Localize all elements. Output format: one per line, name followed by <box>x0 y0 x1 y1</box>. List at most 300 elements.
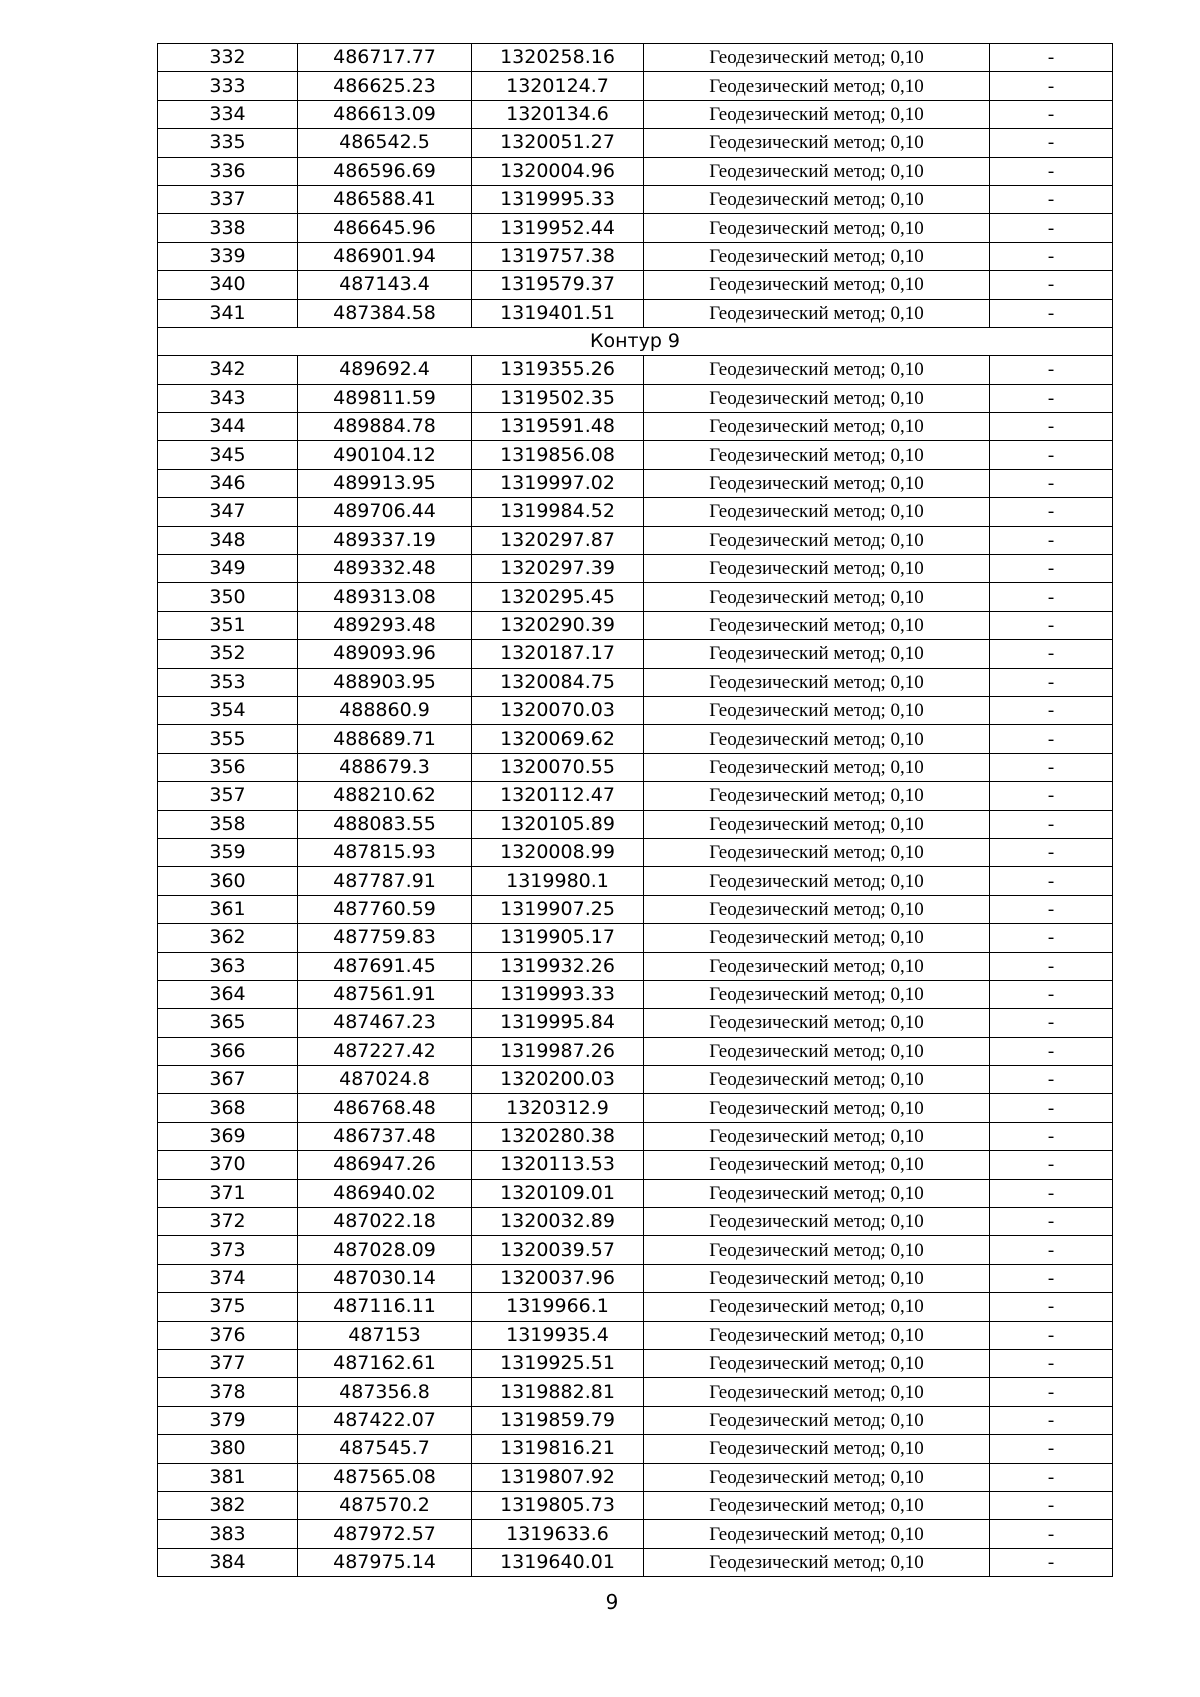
method-cell: Геодезический метод; 0,10 <box>644 668 990 696</box>
table-row <box>158 356 1113 384</box>
y-coordinate-cell: 1319807.92 <box>472 1463 644 1491</box>
point-number-cell: 351 <box>158 611 298 639</box>
y-coordinate-cell: 1319984.52 <box>472 498 644 526</box>
method-cell: Геодезический метод; 0,10 <box>644 838 990 866</box>
table-row <box>158 185 1113 213</box>
note-cell: - <box>990 441 1113 469</box>
method-cell: Геодезический метод; 0,10 <box>644 1236 990 1264</box>
point-number-cell: 355 <box>158 725 298 753</box>
point-number-cell: 335 <box>158 129 298 157</box>
table-row <box>158 1066 1113 1094</box>
point-number-cell: 359 <box>158 838 298 866</box>
x-coordinate-cell: 489332.48 <box>298 555 472 583</box>
method-cell: Геодезический метод; 0,10 <box>644 810 990 838</box>
table-row <box>158 668 1113 696</box>
method-cell: Геодезический метод; 0,10 <box>644 214 990 242</box>
x-coordinate-cell: 487759.83 <box>298 924 472 952</box>
table-row <box>158 583 1113 611</box>
method-cell: Геодезический метод; 0,10 <box>644 299 990 327</box>
method-cell: Геодезический метод; 0,10 <box>644 640 990 668</box>
note-cell: - <box>990 1435 1113 1463</box>
point-number-cell: 347 <box>158 498 298 526</box>
method-cell: Геодезический метод; 0,10 <box>644 413 990 441</box>
note-cell: - <box>990 753 1113 781</box>
y-coordinate-cell: 1319882.81 <box>472 1378 644 1406</box>
x-coordinate-cell: 486947.26 <box>298 1151 472 1179</box>
method-cell: Геодезический метод; 0,10 <box>644 526 990 554</box>
point-number-cell: 376 <box>158 1321 298 1349</box>
table-row <box>158 384 1113 412</box>
x-coordinate-cell: 487691.45 <box>298 952 472 980</box>
y-coordinate-cell: 1320037.96 <box>472 1264 644 1292</box>
table-row <box>158 413 1113 441</box>
point-number-cell: 332 <box>158 44 298 72</box>
note-cell: - <box>990 469 1113 497</box>
y-coordinate-cell: 1320297.39 <box>472 555 644 583</box>
y-coordinate-cell: 1320069.62 <box>472 725 644 753</box>
table-row <box>158 157 1113 185</box>
note-cell: - <box>990 1406 1113 1434</box>
table-row <box>158 1264 1113 1292</box>
note-cell: - <box>990 1037 1113 1065</box>
note-cell: - <box>990 1208 1113 1236</box>
y-coordinate-cell: 1320051.27 <box>472 129 644 157</box>
x-coordinate-cell: 487972.57 <box>298 1520 472 1548</box>
table-row <box>158 44 1113 72</box>
point-number-cell: 361 <box>158 895 298 923</box>
table-row <box>158 924 1113 952</box>
y-coordinate-cell: 1320280.38 <box>472 1122 644 1150</box>
point-number-cell: 350 <box>158 583 298 611</box>
point-number-cell: 383 <box>158 1520 298 1548</box>
y-coordinate-cell: 1320258.16 <box>472 44 644 72</box>
table-row <box>158 214 1113 242</box>
point-number-cell: 373 <box>158 1236 298 1264</box>
point-number-cell: 369 <box>158 1122 298 1150</box>
point-number-cell: 367 <box>158 1066 298 1094</box>
method-cell: Геодезический метод; 0,10 <box>644 242 990 270</box>
point-number-cell: 337 <box>158 185 298 213</box>
method-cell: Геодезический метод; 0,10 <box>644 469 990 497</box>
x-coordinate-cell: 487384.58 <box>298 299 472 327</box>
y-coordinate-cell: 1319859.79 <box>472 1406 644 1434</box>
table-row <box>158 1321 1113 1349</box>
method-cell: Геодезический метод; 0,10 <box>644 157 990 185</box>
y-coordinate-cell: 1320070.03 <box>472 696 644 724</box>
y-coordinate-cell: 1319355.26 <box>472 356 644 384</box>
table-row <box>158 1378 1113 1406</box>
note-cell: - <box>990 271 1113 299</box>
table-row <box>158 129 1113 157</box>
y-coordinate-cell: 1319987.26 <box>472 1037 644 1065</box>
x-coordinate-cell: 489884.78 <box>298 413 472 441</box>
y-coordinate-cell: 1319640.01 <box>472 1548 644 1576</box>
note-cell: - <box>990 44 1113 72</box>
x-coordinate-cell: 489692.4 <box>298 356 472 384</box>
table-row <box>158 782 1113 810</box>
note-cell: - <box>990 242 1113 270</box>
y-coordinate-cell: 1319633.6 <box>472 1520 644 1548</box>
note-cell: - <box>990 526 1113 554</box>
point-number-cell: 374 <box>158 1264 298 1292</box>
point-number-cell: 348 <box>158 526 298 554</box>
y-coordinate-cell: 1320295.45 <box>472 583 644 611</box>
table-row <box>158 895 1113 923</box>
method-cell: Геодезический метод; 0,10 <box>644 1208 990 1236</box>
x-coordinate-cell: 487760.59 <box>298 895 472 923</box>
y-coordinate-cell: 1319401.51 <box>472 299 644 327</box>
note-cell: - <box>990 185 1113 213</box>
point-number-cell: 343 <box>158 384 298 412</box>
x-coordinate-cell: 486940.02 <box>298 1179 472 1207</box>
note-cell: - <box>990 668 1113 696</box>
point-number-cell: 353 <box>158 668 298 696</box>
table-row <box>158 640 1113 668</box>
note-cell: - <box>990 1491 1113 1519</box>
note-cell: - <box>990 129 1113 157</box>
y-coordinate-cell: 1320004.96 <box>472 157 644 185</box>
point-number-cell: 342 <box>158 356 298 384</box>
x-coordinate-cell: 489093.96 <box>298 640 472 668</box>
x-coordinate-cell: 489293.48 <box>298 611 472 639</box>
method-cell: Геодезический метод; 0,10 <box>644 1179 990 1207</box>
y-coordinate-cell: 1320070.55 <box>472 753 644 781</box>
x-coordinate-cell: 487975.14 <box>298 1548 472 1576</box>
table-row <box>158 696 1113 724</box>
note-cell: - <box>990 696 1113 724</box>
method-cell: Геодезический метод; 0,10 <box>644 696 990 724</box>
note-cell: - <box>990 1293 1113 1321</box>
y-coordinate-cell: 1319856.08 <box>472 441 644 469</box>
y-coordinate-cell: 1320124.7 <box>472 72 644 100</box>
coordinates-table-body <box>158 44 1113 1577</box>
point-number-cell: 349 <box>158 555 298 583</box>
y-coordinate-cell: 1319980.1 <box>472 867 644 895</box>
method-cell: Геодезический метод; 0,10 <box>644 356 990 384</box>
point-number-cell: 352 <box>158 640 298 668</box>
method-cell: Геодезический метод; 0,10 <box>644 1378 990 1406</box>
note-cell: - <box>990 555 1113 583</box>
x-coordinate-cell: 487022.18 <box>298 1208 472 1236</box>
method-cell: Геодезический метод; 0,10 <box>644 583 990 611</box>
method-cell: Геодезический метод; 0,10 <box>644 1349 990 1377</box>
method-cell: Геодезический метод; 0,10 <box>644 1264 990 1292</box>
method-cell: Геодезический метод; 0,10 <box>644 498 990 526</box>
x-coordinate-cell: 490104.12 <box>298 441 472 469</box>
point-number-cell: 368 <box>158 1094 298 1122</box>
table-row <box>158 753 1113 781</box>
method-cell: Геодезический метод; 0,10 <box>644 555 990 583</box>
table-row <box>158 1179 1113 1207</box>
y-coordinate-cell: 1320039.57 <box>472 1236 644 1264</box>
page-number: 9 <box>605 1590 619 1614</box>
note-cell: - <box>990 1179 1113 1207</box>
note-cell: - <box>990 157 1113 185</box>
note-cell: - <box>990 1094 1113 1122</box>
x-coordinate-cell: 488083.55 <box>298 810 472 838</box>
note-cell: - <box>990 640 1113 668</box>
y-coordinate-cell: 1320105.89 <box>472 810 644 838</box>
y-coordinate-cell: 1319805.73 <box>472 1491 644 1519</box>
method-cell: Геодезический метод; 0,10 <box>644 1491 990 1519</box>
point-number-cell: 345 <box>158 441 298 469</box>
y-coordinate-cell: 1319816.21 <box>472 1435 644 1463</box>
method-cell: Геодезический метод; 0,10 <box>644 185 990 213</box>
note-cell: - <box>990 413 1113 441</box>
x-coordinate-cell: 489313.08 <box>298 583 472 611</box>
table-row <box>158 1122 1113 1150</box>
x-coordinate-cell: 487570.2 <box>298 1491 472 1519</box>
point-number-cell: 354 <box>158 696 298 724</box>
y-coordinate-cell: 1319995.33 <box>472 185 644 213</box>
note-cell: - <box>990 1236 1113 1264</box>
note-cell: - <box>990 611 1113 639</box>
point-number-cell: 344 <box>158 413 298 441</box>
note-cell: - <box>990 952 1113 980</box>
x-coordinate-cell: 487227.42 <box>298 1037 472 1065</box>
note-cell: - <box>990 583 1113 611</box>
point-number-cell: 341 <box>158 299 298 327</box>
table-row <box>158 441 1113 469</box>
x-coordinate-cell: 488903.95 <box>298 668 472 696</box>
x-coordinate-cell: 487162.61 <box>298 1349 472 1377</box>
note-cell: - <box>990 1321 1113 1349</box>
table-row <box>158 1406 1113 1434</box>
point-number-cell: 364 <box>158 980 298 1008</box>
table-row <box>158 1208 1113 1236</box>
method-cell: Геодезический метод; 0,10 <box>644 1406 990 1434</box>
method-cell: Геодезический метод; 0,10 <box>644 129 990 157</box>
method-cell: Геодезический метод; 0,10 <box>644 1520 990 1548</box>
method-cell: Геодезический метод; 0,10 <box>644 1463 990 1491</box>
note-cell: - <box>990 980 1113 1008</box>
x-coordinate-cell: 486613.09 <box>298 100 472 128</box>
note-cell: - <box>990 1463 1113 1491</box>
table-row <box>158 838 1113 866</box>
table-row <box>158 1009 1113 1037</box>
note-cell: - <box>990 924 1113 952</box>
x-coordinate-cell: 487545.7 <box>298 1435 472 1463</box>
note-cell: - <box>990 100 1113 128</box>
table-row <box>158 1293 1113 1321</box>
table-row <box>158 72 1113 100</box>
table-row <box>158 867 1113 895</box>
method-cell: Геодезический метод; 0,10 <box>644 1066 990 1094</box>
method-cell: Геодезический метод; 0,10 <box>644 725 990 753</box>
point-number-cell: 381 <box>158 1463 298 1491</box>
method-cell: Геодезический метод; 0,10 <box>644 271 990 299</box>
point-number-cell: 336 <box>158 157 298 185</box>
x-coordinate-cell: 487422.07 <box>298 1406 472 1434</box>
x-coordinate-cell: 487024.8 <box>298 1066 472 1094</box>
x-coordinate-cell: 486768.48 <box>298 1094 472 1122</box>
method-cell: Геодезический метод; 0,10 <box>644 1122 990 1150</box>
y-coordinate-cell: 1320032.89 <box>472 1208 644 1236</box>
method-cell: Геодезический метод; 0,10 <box>644 924 990 952</box>
note-cell: - <box>990 1151 1113 1179</box>
point-number-cell: 340 <box>158 271 298 299</box>
y-coordinate-cell: 1319966.1 <box>472 1293 644 1321</box>
note-cell: - <box>990 867 1113 895</box>
x-coordinate-cell: 489337.19 <box>298 526 472 554</box>
point-number-cell: 334 <box>158 100 298 128</box>
y-coordinate-cell: 1320200.03 <box>472 1066 644 1094</box>
contour-header-row <box>158 327 1113 355</box>
y-coordinate-cell: 1319757.38 <box>472 242 644 270</box>
method-cell: Геодезический метод; 0,10 <box>644 1321 990 1349</box>
x-coordinate-cell: 486901.94 <box>298 242 472 270</box>
table-row <box>158 1491 1113 1519</box>
method-cell: Геодезический метод; 0,10 <box>644 1094 990 1122</box>
y-coordinate-cell: 1320112.47 <box>472 782 644 810</box>
x-coordinate-cell: 488689.71 <box>298 725 472 753</box>
x-coordinate-cell: 487815.93 <box>298 838 472 866</box>
point-number-cell: 371 <box>158 1179 298 1207</box>
note-cell: - <box>990 810 1113 838</box>
table-row <box>158 1435 1113 1463</box>
point-number-cell: 346 <box>158 469 298 497</box>
method-cell: Геодезический метод; 0,10 <box>644 611 990 639</box>
point-number-cell: 362 <box>158 924 298 952</box>
x-coordinate-cell: 486645.96 <box>298 214 472 242</box>
method-cell: Геодезический метод; 0,10 <box>644 952 990 980</box>
method-cell: Геодезический метод; 0,10 <box>644 895 990 923</box>
method-cell: Геодезический метод; 0,10 <box>644 384 990 412</box>
table-row <box>158 100 1113 128</box>
x-coordinate-cell: 489811.59 <box>298 384 472 412</box>
y-coordinate-cell: 1320134.6 <box>472 100 644 128</box>
note-cell: - <box>990 356 1113 384</box>
note-cell: - <box>990 782 1113 810</box>
x-coordinate-cell: 488210.62 <box>298 782 472 810</box>
note-cell: - <box>990 1066 1113 1094</box>
note-cell: - <box>990 299 1113 327</box>
method-cell: Геодезический метод; 0,10 <box>644 1009 990 1037</box>
table-row <box>158 1151 1113 1179</box>
note-cell: - <box>990 498 1113 526</box>
method-cell: Геодезический метод; 0,10 <box>644 441 990 469</box>
table-row <box>158 299 1113 327</box>
point-number-cell: 356 <box>158 753 298 781</box>
table-row <box>158 526 1113 554</box>
method-cell: Геодезический метод; 0,10 <box>644 72 990 100</box>
method-cell: Геодезический метод; 0,10 <box>644 753 990 781</box>
point-number-cell: 339 <box>158 242 298 270</box>
x-coordinate-cell: 486596.69 <box>298 157 472 185</box>
y-coordinate-cell: 1320113.53 <box>472 1151 644 1179</box>
x-coordinate-cell: 486717.77 <box>298 44 472 72</box>
x-coordinate-cell: 489913.95 <box>298 469 472 497</box>
note-cell: - <box>990 1520 1113 1548</box>
table-row <box>158 1236 1113 1264</box>
y-coordinate-cell: 1319907.25 <box>472 895 644 923</box>
y-coordinate-cell: 1319502.35 <box>472 384 644 412</box>
y-coordinate-cell: 1319925.51 <box>472 1349 644 1377</box>
note-cell: - <box>990 1264 1113 1292</box>
note-cell: - <box>990 1378 1113 1406</box>
point-number-cell: 338 <box>158 214 298 242</box>
table-row <box>158 271 1113 299</box>
y-coordinate-cell: 1319995.84 <box>472 1009 644 1037</box>
x-coordinate-cell: 486542.5 <box>298 129 472 157</box>
table-row <box>158 952 1113 980</box>
note-cell: - <box>990 1349 1113 1377</box>
contour-label: Контур 9 <box>158 327 1113 355</box>
table-row <box>158 1520 1113 1548</box>
note-cell: - <box>990 384 1113 412</box>
y-coordinate-cell: 1320290.39 <box>472 611 644 639</box>
table-row <box>158 1094 1113 1122</box>
table-row <box>158 611 1113 639</box>
y-coordinate-cell: 1319932.26 <box>472 952 644 980</box>
point-number-cell: 378 <box>158 1378 298 1406</box>
method-cell: Геодезический метод; 0,10 <box>644 44 990 72</box>
table-row <box>158 980 1113 1008</box>
table-row <box>158 469 1113 497</box>
y-coordinate-cell: 1319579.37 <box>472 271 644 299</box>
point-number-cell: 360 <box>158 867 298 895</box>
x-coordinate-cell: 487356.8 <box>298 1378 472 1406</box>
x-coordinate-cell: 487787.91 <box>298 867 472 895</box>
x-coordinate-cell: 486737.48 <box>298 1122 472 1150</box>
point-number-cell: 365 <box>158 1009 298 1037</box>
point-number-cell: 357 <box>158 782 298 810</box>
y-coordinate-cell: 1320084.75 <box>472 668 644 696</box>
table-row <box>158 1548 1113 1576</box>
x-coordinate-cell: 487561.91 <box>298 980 472 1008</box>
method-cell: Геодезический метод; 0,10 <box>644 1151 990 1179</box>
note-cell: - <box>990 214 1113 242</box>
x-coordinate-cell: 487028.09 <box>298 1236 472 1264</box>
point-number-cell: 370 <box>158 1151 298 1179</box>
x-coordinate-cell: 487565.08 <box>298 1463 472 1491</box>
note-cell: - <box>990 1548 1113 1576</box>
point-number-cell: 382 <box>158 1491 298 1519</box>
y-coordinate-cell: 1319952.44 <box>472 214 644 242</box>
y-coordinate-cell: 1320109.01 <box>472 1179 644 1207</box>
x-coordinate-cell: 488679.3 <box>298 753 472 781</box>
note-cell: - <box>990 895 1113 923</box>
y-coordinate-cell: 1319935.4 <box>472 1321 644 1349</box>
y-coordinate-cell: 1319997.02 <box>472 469 644 497</box>
x-coordinate-cell: 487153 <box>298 1321 472 1349</box>
point-number-cell: 384 <box>158 1548 298 1576</box>
y-coordinate-cell: 1320187.17 <box>472 640 644 668</box>
method-cell: Геодезический метод; 0,10 <box>644 1037 990 1065</box>
y-coordinate-cell: 1320297.87 <box>472 526 644 554</box>
point-number-cell: 372 <box>158 1208 298 1236</box>
method-cell: Геодезический метод; 0,10 <box>644 1435 990 1463</box>
table-row <box>158 1349 1113 1377</box>
coordinates-table <box>157 43 1113 1577</box>
x-coordinate-cell: 486588.41 <box>298 185 472 213</box>
y-coordinate-cell: 1319591.48 <box>472 413 644 441</box>
x-coordinate-cell: 489706.44 <box>298 498 472 526</box>
method-cell: Геодезический метод; 0,10 <box>644 1548 990 1576</box>
method-cell: Геодезический метод; 0,10 <box>644 867 990 895</box>
point-number-cell: 333 <box>158 72 298 100</box>
method-cell: Геодезический метод; 0,10 <box>644 1293 990 1321</box>
table-row <box>158 1037 1113 1065</box>
point-number-cell: 380 <box>158 1435 298 1463</box>
y-coordinate-cell: 1319905.17 <box>472 924 644 952</box>
note-cell: - <box>990 72 1113 100</box>
table-row <box>158 1463 1113 1491</box>
point-number-cell: 379 <box>158 1406 298 1434</box>
point-number-cell: 375 <box>158 1293 298 1321</box>
x-coordinate-cell: 487143.4 <box>298 271 472 299</box>
table-row <box>158 242 1113 270</box>
